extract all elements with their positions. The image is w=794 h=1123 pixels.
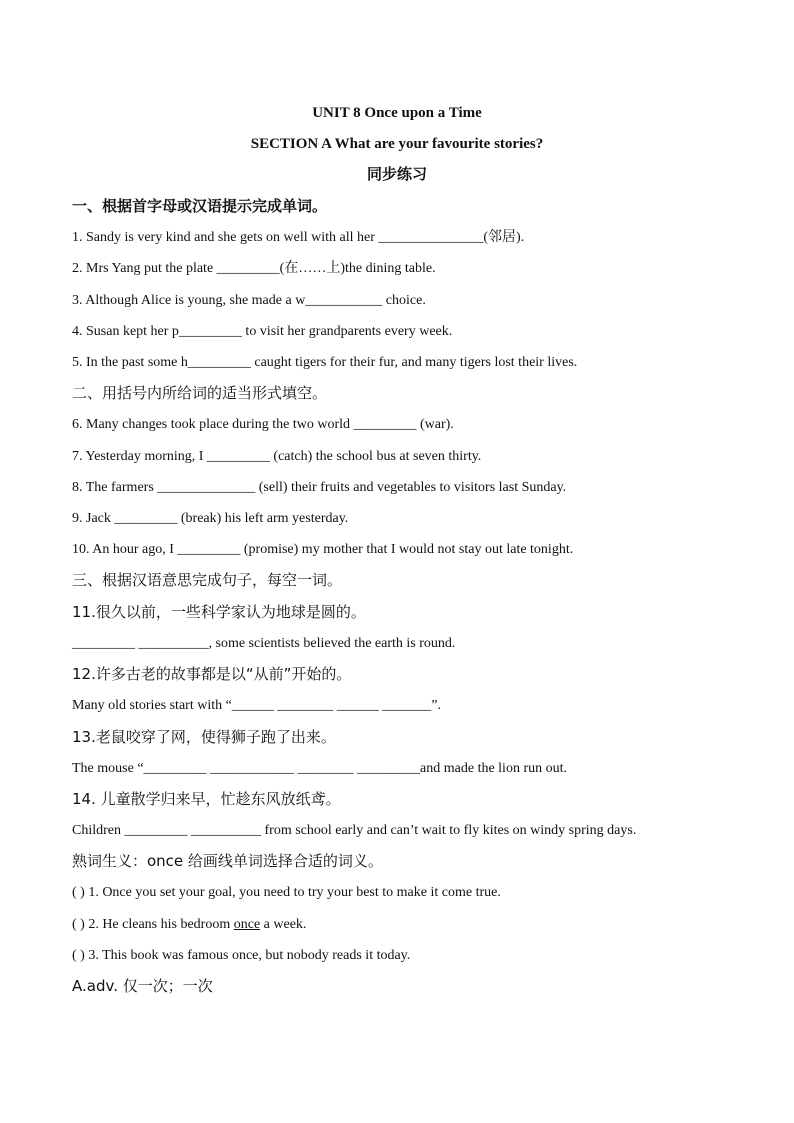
choice-item-3: ( ) 3. This book was famous once, but nobody reads it today. — [72, 948, 411, 963]
practice-title: 同步练习 — [366, 165, 427, 183]
question-4: 4. Susan kept her p_________ to visit her grandparents every week. — [72, 324, 453, 339]
part3-heading: 三、根据汉语意思完成句子，每空一词。 — [72, 571, 343, 589]
question-11-english: _________ __________, some scientists believed the earth is round. — [72, 636, 456, 651]
choice-item-2 — [72, 916, 306, 934]
part2-heading: 二、用括号内所给词的适当形式填空。 — [72, 384, 328, 402]
question-10: 10. An hour ago, I _________ (promise) my mother that I would not stay out late tonight. — [72, 542, 574, 557]
choice-item-1: ( ) 1. Once you set your goal, you need to try your best to make it come true. — [72, 885, 501, 900]
question-12-chinese: 12.许多古老的故事都是以“从前”开始的。 — [72, 665, 352, 683]
question-3: 3. Although Alice is young, she made a w___________ choice. — [72, 293, 426, 308]
question-9: 9. Jack _________ (break) his left arm yesterday. — [72, 511, 349, 526]
question-5: 5. In the past some h_________ caught tigers for their fur, and many tigers lost their lives. — [72, 355, 578, 370]
question-14-english: Children _________ __________ from school early and can’t wait to fly kites on windy spring days. — [72, 823, 637, 838]
question-2: 2. Mrs Yang put the plate _________(在……上)the dining table. — [72, 261, 436, 276]
section-title: SECTION A What are your favourite stories? — [250, 136, 544, 152]
choice-item-2-prefix: ( ) 2. He cleans his bedroom — [72, 917, 234, 932]
question-6: 6. Many changes took place during the two world _________ (war). — [72, 417, 454, 432]
option-a: A.adv. 仅一次；一次 — [72, 977, 213, 995]
question-11-chinese: 11.很久以前，一些科学家认为地球是圆的。 — [72, 603, 366, 621]
question-13-chinese: 13.老鼠咬穿了网，使得狮子跑了出来。 — [72, 728, 336, 746]
question-14-chinese: 14. 儿童散学归来早，忙趁东风放纸鸢。 — [72, 790, 341, 808]
unit-title: UNIT 8 Once upon a Time — [312, 105, 482, 121]
question-12-english: Many old stories start with “______ ________ ______ _______”. — [72, 698, 442, 713]
part4-heading: 熟词生义：once 给画线单词选择合适的词义。 — [72, 852, 383, 870]
question-13-english: The mouse “_________ ____________ ________ _________and made the lion run out. — [72, 761, 567, 776]
part1-heading: 一、根据首字母或汉语提示完成单词。 — [72, 197, 328, 215]
question-8: 8. The farmers ______________ (sell) their fruits and vegetables to visitors last Sunday. — [72, 480, 567, 495]
question-1: 1. Sandy is very kind and she gets on well with all her _______________(邻居). — [72, 230, 525, 245]
question-7: 7. Yesterday morning, I _________ (catch) the school bus at seven thirty. — [72, 449, 482, 464]
choice-item-2-suffix: a week. — [260, 917, 307, 932]
underlined-word: once — [233, 917, 261, 932]
